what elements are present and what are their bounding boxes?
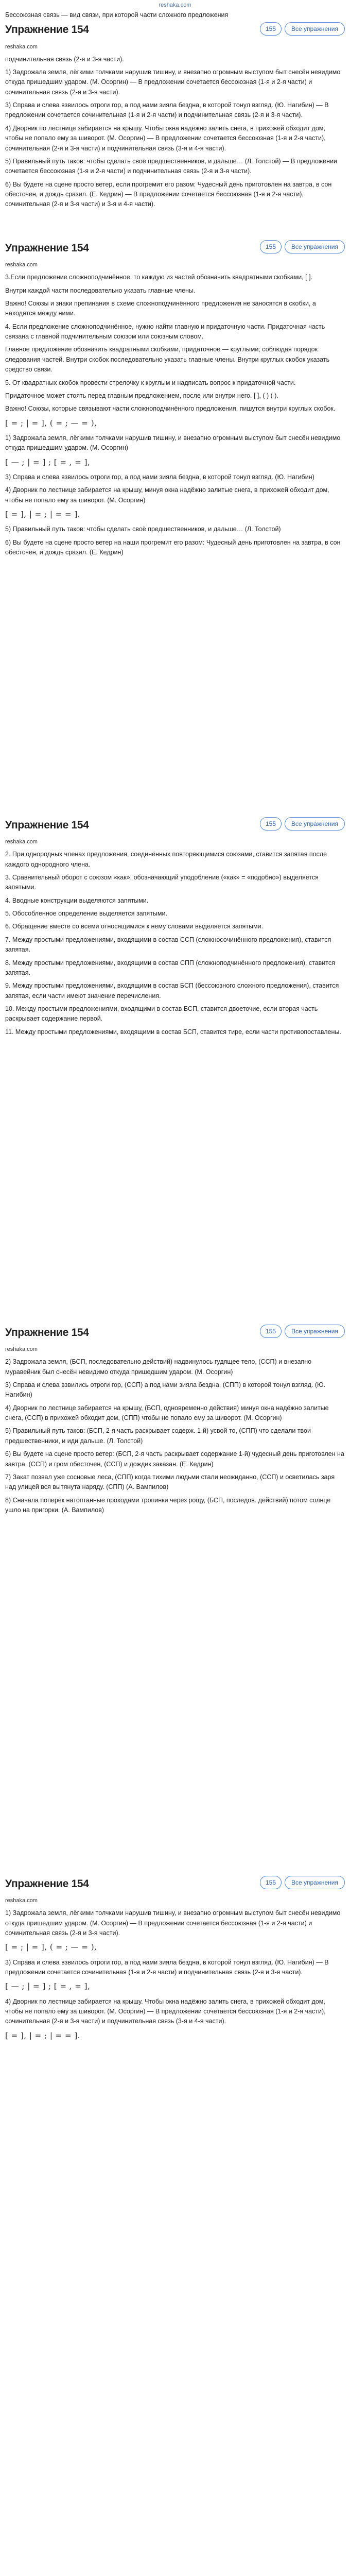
answer-line: 1) Задрожала земля, лёгкими толчками нарушив тишину, и внезапно огромным выступом быт снесён невидимо откуда пришедшим ударом. (М. Осоргин) — В предложении сочетается бессоюзная (1-я и 2-я части) и сочинительная связь (2-я и 3-я части).: [5, 68, 341, 96]
answer-block-4: [0, 1324, 350, 1865]
rule-line: 2. При однородных членах предложения, соединённых повторяющимися союзами, ставится запятая после каждого однородного члена.: [5, 851, 327, 868]
answer-line: 3) Справа и слева взвилось отроги гор, а под нами зияла бездна, в которой тонул взгляд. (Ю. Нагибин) — В предложении сочетается сочинительная (1-я и 2-я части) и подчинительная связь (2-я и 3-я части).: [5, 101, 329, 119]
exercise-title: Упражнение 154: [5, 24, 89, 36]
rule-paragraph: Главное предложение обозначить квадратными скобками, придаточное — круглыми; соблюдая порядок следования частей. Внутри скобок последовательно указать главные члены. Внутри круглых скобок указать средство связи.: [5, 346, 330, 374]
rule-paragraph: 4. Если предложение сложноподчинённое, нужно найти главную и придаточную части. Придаточная часть связана с главной подчинительным союзом или союзным словом.: [5, 323, 325, 341]
answer-line: 6) Вы будете на сцене просто ветер: (БСП, 2-я часть раскрывает содержание 1-й) чудесный день приготовлен на завтра, (ССП) и гром обесточен, (ССП) и дождик заказан. (Е. Кедрин): [5, 1450, 344, 1468]
answer-line: 2) Задрожала земля, (БСП, последовательно действий) надвинулось гудящее тело, (ССП) и внезапно муравейник был снесён невидимо откуда пришедшим ударом. (М. Осоргин): [5, 1358, 312, 1376]
scheme-formula: [ — ; | = ] ; [ = , = ],: [5, 457, 91, 467]
exercise-title: Упражнение 154: [5, 1327, 89, 1338]
scheme-formula: [ = ], | = ; | = = ].: [5, 510, 80, 519]
answer-line: 4) Дворник по лестнице забирается на крышу. Чтобы окна надёжно залить снега, в прихожей обходит дом, чтобы не попало ему за шиворот. (М. Осоргин) — В предложении сочетается бессоюзная (1-я и 2-я части), сочинительная (2-я и 3-я части) и подчинительная связь (3-я и 4-я части).: [5, 1997, 326, 2025]
answer-line: 5) Правильный путь таков: (БСП, 2-я часть раскрывает содерж. 1-й) усвой то, (СПП) что сделали твои предшественники, и иди дальше. (Л. Толстой): [5, 1427, 311, 1445]
answer-line: 5) Правильный путь таков: чтобы сделать своё предшественников, и дальше… (Л. Толстой) — В предложении сочетается бессоюзная (1-я и 2-я части) и подчинительная связь (2-я и 3-я части).: [5, 157, 337, 175]
all-exercises-button[interactable]: Все упражнения: [285, 1325, 345, 1338]
answer-line: 4) Дворник по лестнице забирается на крышу, (БСП, одновременно действия) минуя окна надёжно залитые снега, (ССП) в прихожей обходит дом, (СПП) чтобы не попало ему за шиворот. (М. Осоргин): [5, 1404, 329, 1422]
next-exercise-button[interactable]: 155: [260, 22, 282, 36]
next-exercise-button[interactable]: 155: [260, 240, 282, 253]
rule-paragraph: Придаточное может стоять перед главным предложением, после или внутри него. [ ], ( ) ( ).: [5, 392, 278, 399]
next-exercise-button[interactable]: 155: [260, 817, 282, 831]
rule-line: 5. Обособленное определение выделяется запятыми.: [5, 910, 167, 918]
rule-paragraph: 5. От квадратных скобок провести стрелочку к круглым и надписать вопрос к придаточной части.: [5, 379, 296, 386]
answer-block-1: [0, 10, 350, 229]
answer-line: 8) Сначала поперек натоптанные проходами тропинки через рощу, (БСП, последов. действий) потом солнце ушло на пригорки. (А. Вампилов): [5, 1496, 331, 1514]
answer-line: подчинительная связь (2-я и 3-я части).: [5, 55, 124, 63]
rule-paragraph: Внутри каждой части последовательно указать главные члены.: [5, 286, 196, 294]
intro-text: Бессоюзная связь — вид связи, при которой части сложного предложения: [5, 11, 229, 19]
answer-line: 4) Дворник по лестнице забирается на крышу. Чтобы окна надёжно залить снега, в прихожей обходит дом, чтобы не попало ему за шиворот. (М. Осоргин) — В предложении сочетается бессоюзная (1-я и 2-я части), сочинительная (2-я и 3-я части) и подчинительная связь (3-я и 4-я части).: [5, 124, 326, 152]
answer-block-5: [0, 1875, 350, 2576]
all-exercises-button[interactable]: Все упражнения: [285, 240, 345, 253]
answer-line: 7) Закат позвал уже сосновые леса, (СПП) когда тихими людьми стали неожиданно, (ССП) и осветилась заря над улицей вся вытянута наряду. (СПП) (А. Вампилов): [5, 1473, 335, 1491]
next-exercise-button[interactable]: 155: [260, 1325, 282, 1338]
scheme-formula: [ — ; | = ] ; [ = , = ],: [5, 1981, 91, 1991]
rule-line: 6. Обращение вместе со всеми относящимися к нему словами выделяется запятыми.: [5, 923, 264, 930]
answer-line: 3) Справа и слева взвилось отроги гор, а под нами зияла бездна, в которой тонул взгляд. (Ю. Нагибин): [5, 473, 314, 481]
rule-line: 7. Между простыми предложениями, входящими в состав ССП (сложносочинённого предложения), ставится запятая.: [5, 936, 331, 954]
rule-paragraph: Важно! Союзы и знаки препинания в схеме сложноподчинённого предложения не заносятся в скобки, а находятся между ними.: [5, 299, 316, 317]
rule-line: 9. Между простыми предложениями, входящими в состав БСП (бессоюзного сложного предложения), ставится запятая, если части имеют значение перечисления.: [5, 982, 339, 999]
watermark: reshaka.com: [5, 1346, 38, 1353]
answer-line: 5) Правильный путь таков: чтобы сделать своё предшественников, и дальше… (Л. Толстой): [5, 526, 281, 533]
watermark: reshaka.com: [5, 262, 38, 268]
answer-line: 3) Справа и слева взвилось отроги гор, а под нами зияла бездна, в которой тонул взгляд. (Ю. Нагибин) — В предложении сочетается сочинительная (1-я и 2-я части) и подчинительная связь (2-я и 3-я части).: [5, 1958, 329, 1976]
watermark: reshaka.com: [5, 1897, 38, 1904]
exercise-title: Упражнение 154: [5, 1878, 89, 1890]
scheme-formula: [ = ; | = ], ( = ; — = ),: [5, 418, 97, 428]
answer-line: 1) Задрожала земля, лёгкими толчками нарушив тишину, и внезапно огромным выступом быт снесён невидимо откуда пришедшим ударом. (М. Осоргин) — В предложении сочетается бессоюзная (1-я и 2-я части) и сочинительная связь (2-я и 3-я части).: [5, 1909, 341, 1937]
rule-line: 10. Между простыми предложениями, входящими в состав БСП, ставится двоеточие, если вторая часть раскрывает содержание первой.: [5, 1005, 318, 1023]
rule-paragraph: 3.Если предложение сложноподчинённое, то каждую из частей обозначить квадратными скобками, [ ].: [5, 274, 313, 281]
scheme-formula: [ = ], | = ; | = = ].: [5, 2030, 80, 2040]
answer-line: 6) Вы будете на сцене просто ветер на наши прогремит его разом: Чудесный день приготовлен на завтра, в сон обесточен, и дождь сразил. (Е. Кедрин): [5, 538, 341, 556]
answer-line: 4) Дворник по лестнице забирается на крышу, минуя окна надёжно залитые снега, в прихожей обходит дом, чтобы не попало ему за шиворот. (М. Осоргин): [5, 486, 329, 504]
answer-line: 3) Справа и слева взвились отроги гор, (ССП) а под нами зияла бездна, (СПП) в которой тонул взгляд. (Ю. Нагибин): [5, 1381, 326, 1399]
next-exercise-button[interactable]: 155: [260, 1876, 282, 1889]
watermark: reshaka.com: [5, 839, 38, 845]
rule-paragraph: Важно! Союзы, которые связывают части сложноподчинённого предложения, пишутся внутри круглых скобок.: [5, 405, 336, 413]
all-exercises-button[interactable]: Все упражнения: [285, 22, 345, 36]
answer-block-2: [0, 240, 350, 806]
exercise-title: Упражнение 154: [5, 242, 89, 254]
answer-block-3: [0, 817, 350, 1314]
scheme-formula: [ = ; | = ], ( = ; — = ),: [5, 1942, 97, 1952]
rule-line: 4. Вводные конструкции выделяются запятыми.: [5, 896, 149, 904]
rule-line: 3. Сравнительный оборот с союзом «как», обозначающий уподобление («как» = «подобно») выделяется запятыми.: [5, 873, 319, 891]
all-exercises-button[interactable]: Все упражнения: [285, 817, 345, 831]
watermark: reshaka.com: [5, 43, 38, 50]
exercise-title: Упражнение 154: [5, 819, 89, 831]
rule-line: 11. Между простыми предложениями, входящими в состав БСП, ставится тире, если части противопоставлены.: [5, 1028, 341, 1036]
all-exercises-button[interactable]: Все упражнения: [285, 1876, 345, 1889]
site-header[interactable]: reshaka.com: [159, 2, 191, 8]
rule-line: 8. Между простыми предложениями, входящими в состав СПП (сложноподчинённого предложения), ставится запятая.: [5, 959, 335, 976]
answer-line: 1) Задрожала земля, лёгкими толчками нарушив тишину, и внезапно огромным выступом быт снесён невидимо откуда пришедшим ударом. (М. Осоргин): [5, 434, 341, 452]
answer-line: 6) Вы будете на сцене просто ветер, если прогремит его разом: Чудесный день приготовлен на завтра, в сон обесточен, и дождь сразил. (Е. Кедрин) — В предложении сочетается бессоюзная (1-я и 2-я части), сочинительная (2-я и 3-я части) и 3-я и 4-я части).: [5, 180, 332, 208]
